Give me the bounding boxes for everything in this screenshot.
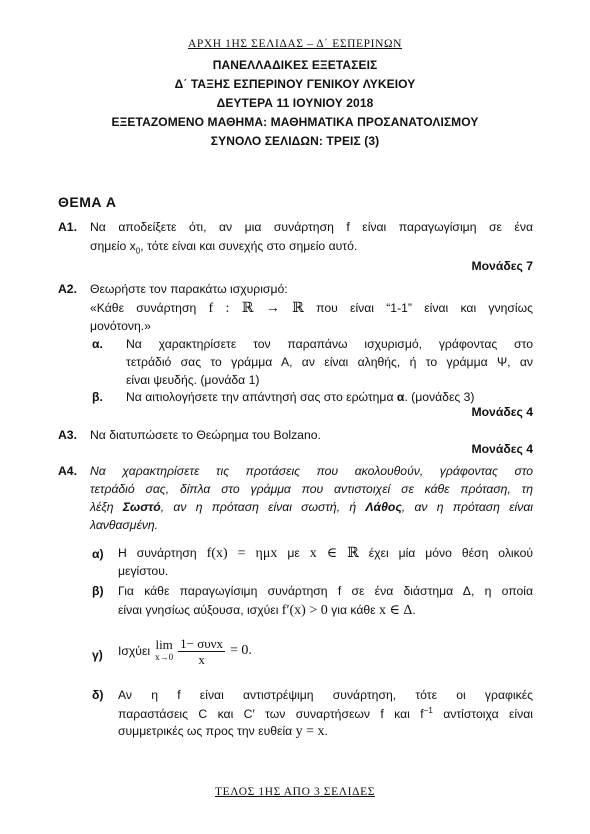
fraction: $\frac{\text{1− συνx}}{x}$ <box>180 635 224 667</box>
claim-text: μονότονη.» <box>90 319 151 333</box>
section-title: ΘΕΜΑ Α <box>58 194 117 210</box>
question-label: Α3. <box>58 428 77 442</box>
question-label: Α4. <box>58 464 77 478</box>
subquestion-text: Να χαρακτηρίσετε τον παραπάνω ισχυρισμό, γράφοντας στο <box>126 337 533 351</box>
page-header-line: ΑΡΧΗ 1ΗΣ ΣΕΛΙΔΑΣ – Δ΄ ΕΣΠΕΡΙΝΩΝ <box>187 38 403 50</box>
question-text: τετράδιό σας, δίπλα στο γράμμα που αντιστοιχεί σε κάθε πρόταση, τη <box>90 482 533 496</box>
question-text: Θεωρήστε τον παρακάτω ισχυρισμό: <box>90 282 288 296</box>
question-text: Να διατυπώσετε το Θεώρημα του Bolzano. <box>90 428 321 442</box>
question-text: σημείο $x_0$, τότε είναι και συνεχής στο σημείο αυτό. <box>90 239 358 256</box>
subquestion-label: α. <box>92 337 103 351</box>
statement-text: Αν η f είναι αντιστρέψιμη συνάρτηση, τότε οι γραφικές <box>118 688 533 702</box>
subquestion-text: Να αιτιολογήσετε την απάντησή σας στο ερώτημα α. (μονάδες 3) <box>126 390 475 404</box>
statement-text: Για κάθε παραγωγίσιμη συνάρτηση f σε ένα διάστημα Δ, η οποία <box>118 584 533 598</box>
statement-label: δ) <box>92 688 104 702</box>
statement-text: συμμετρικές ως προς την ευθεία y = x. <box>118 724 328 739</box>
question-text: λέξη Σωστό, αν η πρόταση είναι σωστή, ή Λάθος, αν η πρόταση είναι <box>90 500 533 514</box>
exam-subject: ΕΞΕΤΑΖΟΜΕΝΟ ΜΑΘΗΜΑ: ΜΑΘΗΜΑΤΙΚΑ ΠΡΟΣΑΝΑΤΟΛΙΣΜΟΥ <box>111 115 479 129</box>
statement-label: α) <box>92 547 104 561</box>
exam-page-count: ΣΥΝΟΛΟ ΣΕΛΙΔΩΝ: ΤΡΕΙΣ (3) <box>210 134 380 148</box>
statement-label: β) <box>92 584 104 598</box>
limit-operator: lim x→0 <box>155 637 174 662</box>
page-footer: ΤΕΛΟΣ 1ΗΣ ΑΠΟ 3 ΣΕΛΙΔΕΣ <box>215 786 375 798</box>
question-label: Α1. <box>58 220 77 234</box>
subquestion-label: β. <box>92 390 103 404</box>
subquestion-text: είναι ψευδής. (μονάδα 1) <box>126 373 260 387</box>
statement-label: γ) <box>92 648 103 662</box>
statement-text: μεγίστου. <box>118 564 169 578</box>
statement-text: είναι γνησίως αύξουσα, ισχύει f′(x) > 0 για κάθε x ∈ Δ. <box>118 603 416 618</box>
exam-class: Δ΄ ΤΑΞΗΣ ΕΣΠΕΡΙΝΟΥ ΓΕΝΙΚΟΥ ΛΥΚΕΙΟΥ <box>174 77 416 91</box>
statement-text: Ισχύει lim x→0 $\frac{\text{1− συνx}}{x}$ = 0. <box>118 635 252 667</box>
statement-text: παραστάσεις C και C′ των συναρτήσεων f και $f^{-1}$ αντίστοιχα είναι <box>118 706 533 722</box>
claim-text: «Κάθε συνάρτηση f : ℝ → ℝ που είναι “1-1” είναι και γνησίως <box>90 301 534 316</box>
exam-title: ΠΑΝΕΛΛΑΔΙΚΕΣ ΕΞΕΤΑΣΕΙΣ <box>212 58 378 72</box>
question-text: λανθασμένη. <box>90 518 159 532</box>
subquestion-text: τετράδιό σας το γράμμα Α, αν είναι αληθής, ή το γράμμα Ψ, αν <box>126 355 533 369</box>
marks: Μονάδες 4 <box>471 405 533 419</box>
question-text: Να αποδείξετε ότι, αν μια συνάρτηση f είναι παραγωγίσιμη σε ένα <box>90 220 533 234</box>
marks: Μονάδες 4 <box>471 442 533 456</box>
question-label: Α2. <box>58 282 77 296</box>
question-text: Να χαρακτηρίσετε τις προτάσεις που ακολουθούν, γράφοντας στο <box>90 464 533 478</box>
statement-text: Η συνάρτηση f(x) = ημx με x ∈ ℝ έχει μία μόνο θέση ολικού <box>118 546 534 561</box>
marks: Μονάδες 7 <box>471 259 533 273</box>
exam-date: ΔΕΥΤΕΡΑ 11 ΙΟΥΝΙΟΥ 2018 <box>216 96 374 110</box>
